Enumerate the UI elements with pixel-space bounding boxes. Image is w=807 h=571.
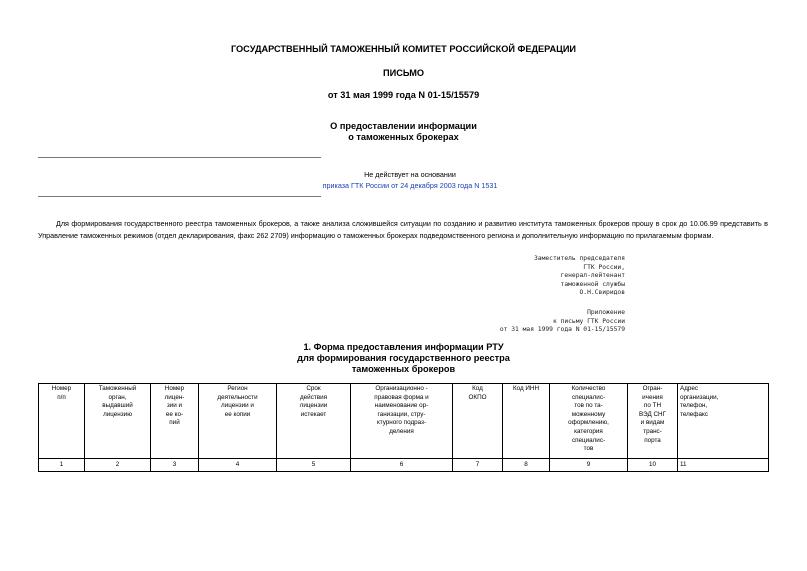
status-text: Не действует на основании: [364, 170, 456, 179]
signature-line: ГТК России,: [583, 263, 625, 271]
form-title-line: для формирования государственного реестра: [297, 353, 510, 363]
document-date: от 31 мая 1999 года N 01-15/15579: [327, 90, 480, 100]
status-note: [60, 169, 760, 191]
organization-heading: ГОСУДАРСТВЕННЫЙ ТАМОЖЕННЫЙ КОМИТЕТ РОССИЙСКОЙ ФЕДЕРАЦИИ: [230, 44, 577, 54]
header-cell: Организационно - правовая форма и наименование ор- ганизации, стру- ктурного подраз- деления: [351, 384, 453, 459]
header-cell: Количество специалис- тов по та- моженному оформлению, категория специалис- тов: [550, 384, 628, 459]
header-cell: Срок действия лицензии истекает: [277, 384, 351, 459]
form-title-line: таможенных брокеров: [351, 364, 456, 374]
broker-form-table: [38, 383, 769, 472]
number-cell: 2: [85, 459, 151, 472]
number-cell: 1: [39, 459, 85, 472]
number-cell: 10: [628, 459, 678, 472]
status-link[interactable]: приказа ГТК России от 24 декабря 2003 года N 1531: [322, 181, 498, 190]
header-cell: Огран- ичения по ТН ВЭД СНГ и видам транс- порта: [628, 384, 678, 459]
form-title-line: 1. Форма предоставления информации РТУ: [303, 342, 504, 352]
signature-line: Заместитель председателя: [534, 255, 625, 262]
signature-block: [420, 255, 625, 298]
number-cell: 4: [199, 459, 277, 472]
header-cell: Регион деятельности лицензии и ее копии: [199, 384, 277, 459]
document-type: ПИСЬМО: [382, 68, 425, 78]
subject-line-2: о таможенных брокерах: [348, 132, 459, 142]
subject-line-1: О предоставлении информации: [330, 121, 477, 131]
body-paragraph: Для формирования государственного реестра таможенных брокеров, а также анализа сложившейся ситуации по созданию и развитию института таможенных брокеров прошу в срок до 10.06.99 представить в Управление таможенных режимов (отдел декларирования, факс 262 2709) информацию о таможенных брокерах подведомственного региона и дополнительную информацию по прилагаемым формам.: [38, 219, 768, 240]
header-cell: Адрес организации, телефон, телефакс: [678, 384, 769, 459]
header-cell: Таможенный орган, выдавший лицензию: [85, 384, 151, 459]
header-cell: Код ИНН: [503, 384, 550, 459]
number-cell: 9: [550, 459, 628, 472]
number-cell: 6: [351, 459, 453, 472]
table-header-row: [39, 384, 769, 459]
table-number-row: [39, 459, 769, 472]
document-subject: [0, 121, 807, 143]
form-title: [0, 342, 807, 375]
signature-line: таможенной службы: [560, 280, 625, 288]
header-cell: Номер п/п: [39, 384, 85, 459]
signature-line: генерал-лейтенант: [560, 272, 625, 280]
header-cell: Номер лицен- зии и ее ко- пий: [151, 384, 199, 459]
divider-top: [38, 157, 321, 158]
number-cell: 3: [151, 459, 199, 472]
appendix-line: от 31 мая 1999 года N 01-15/15579: [499, 326, 625, 334]
appendix-block: [420, 309, 625, 335]
number-cell: 8: [503, 459, 550, 472]
number-cell: 5: [277, 459, 351, 472]
number-cell: 11: [678, 459, 769, 472]
number-cell: 7: [453, 459, 503, 472]
header-cell: Код ОКПО: [453, 384, 503, 459]
signature-line: О.Н.Свиридов: [579, 289, 625, 297]
divider-bottom: [38, 196, 321, 197]
appendix-line: Приложение: [587, 309, 625, 316]
appendix-line: к письму ГТК России: [552, 317, 625, 325]
